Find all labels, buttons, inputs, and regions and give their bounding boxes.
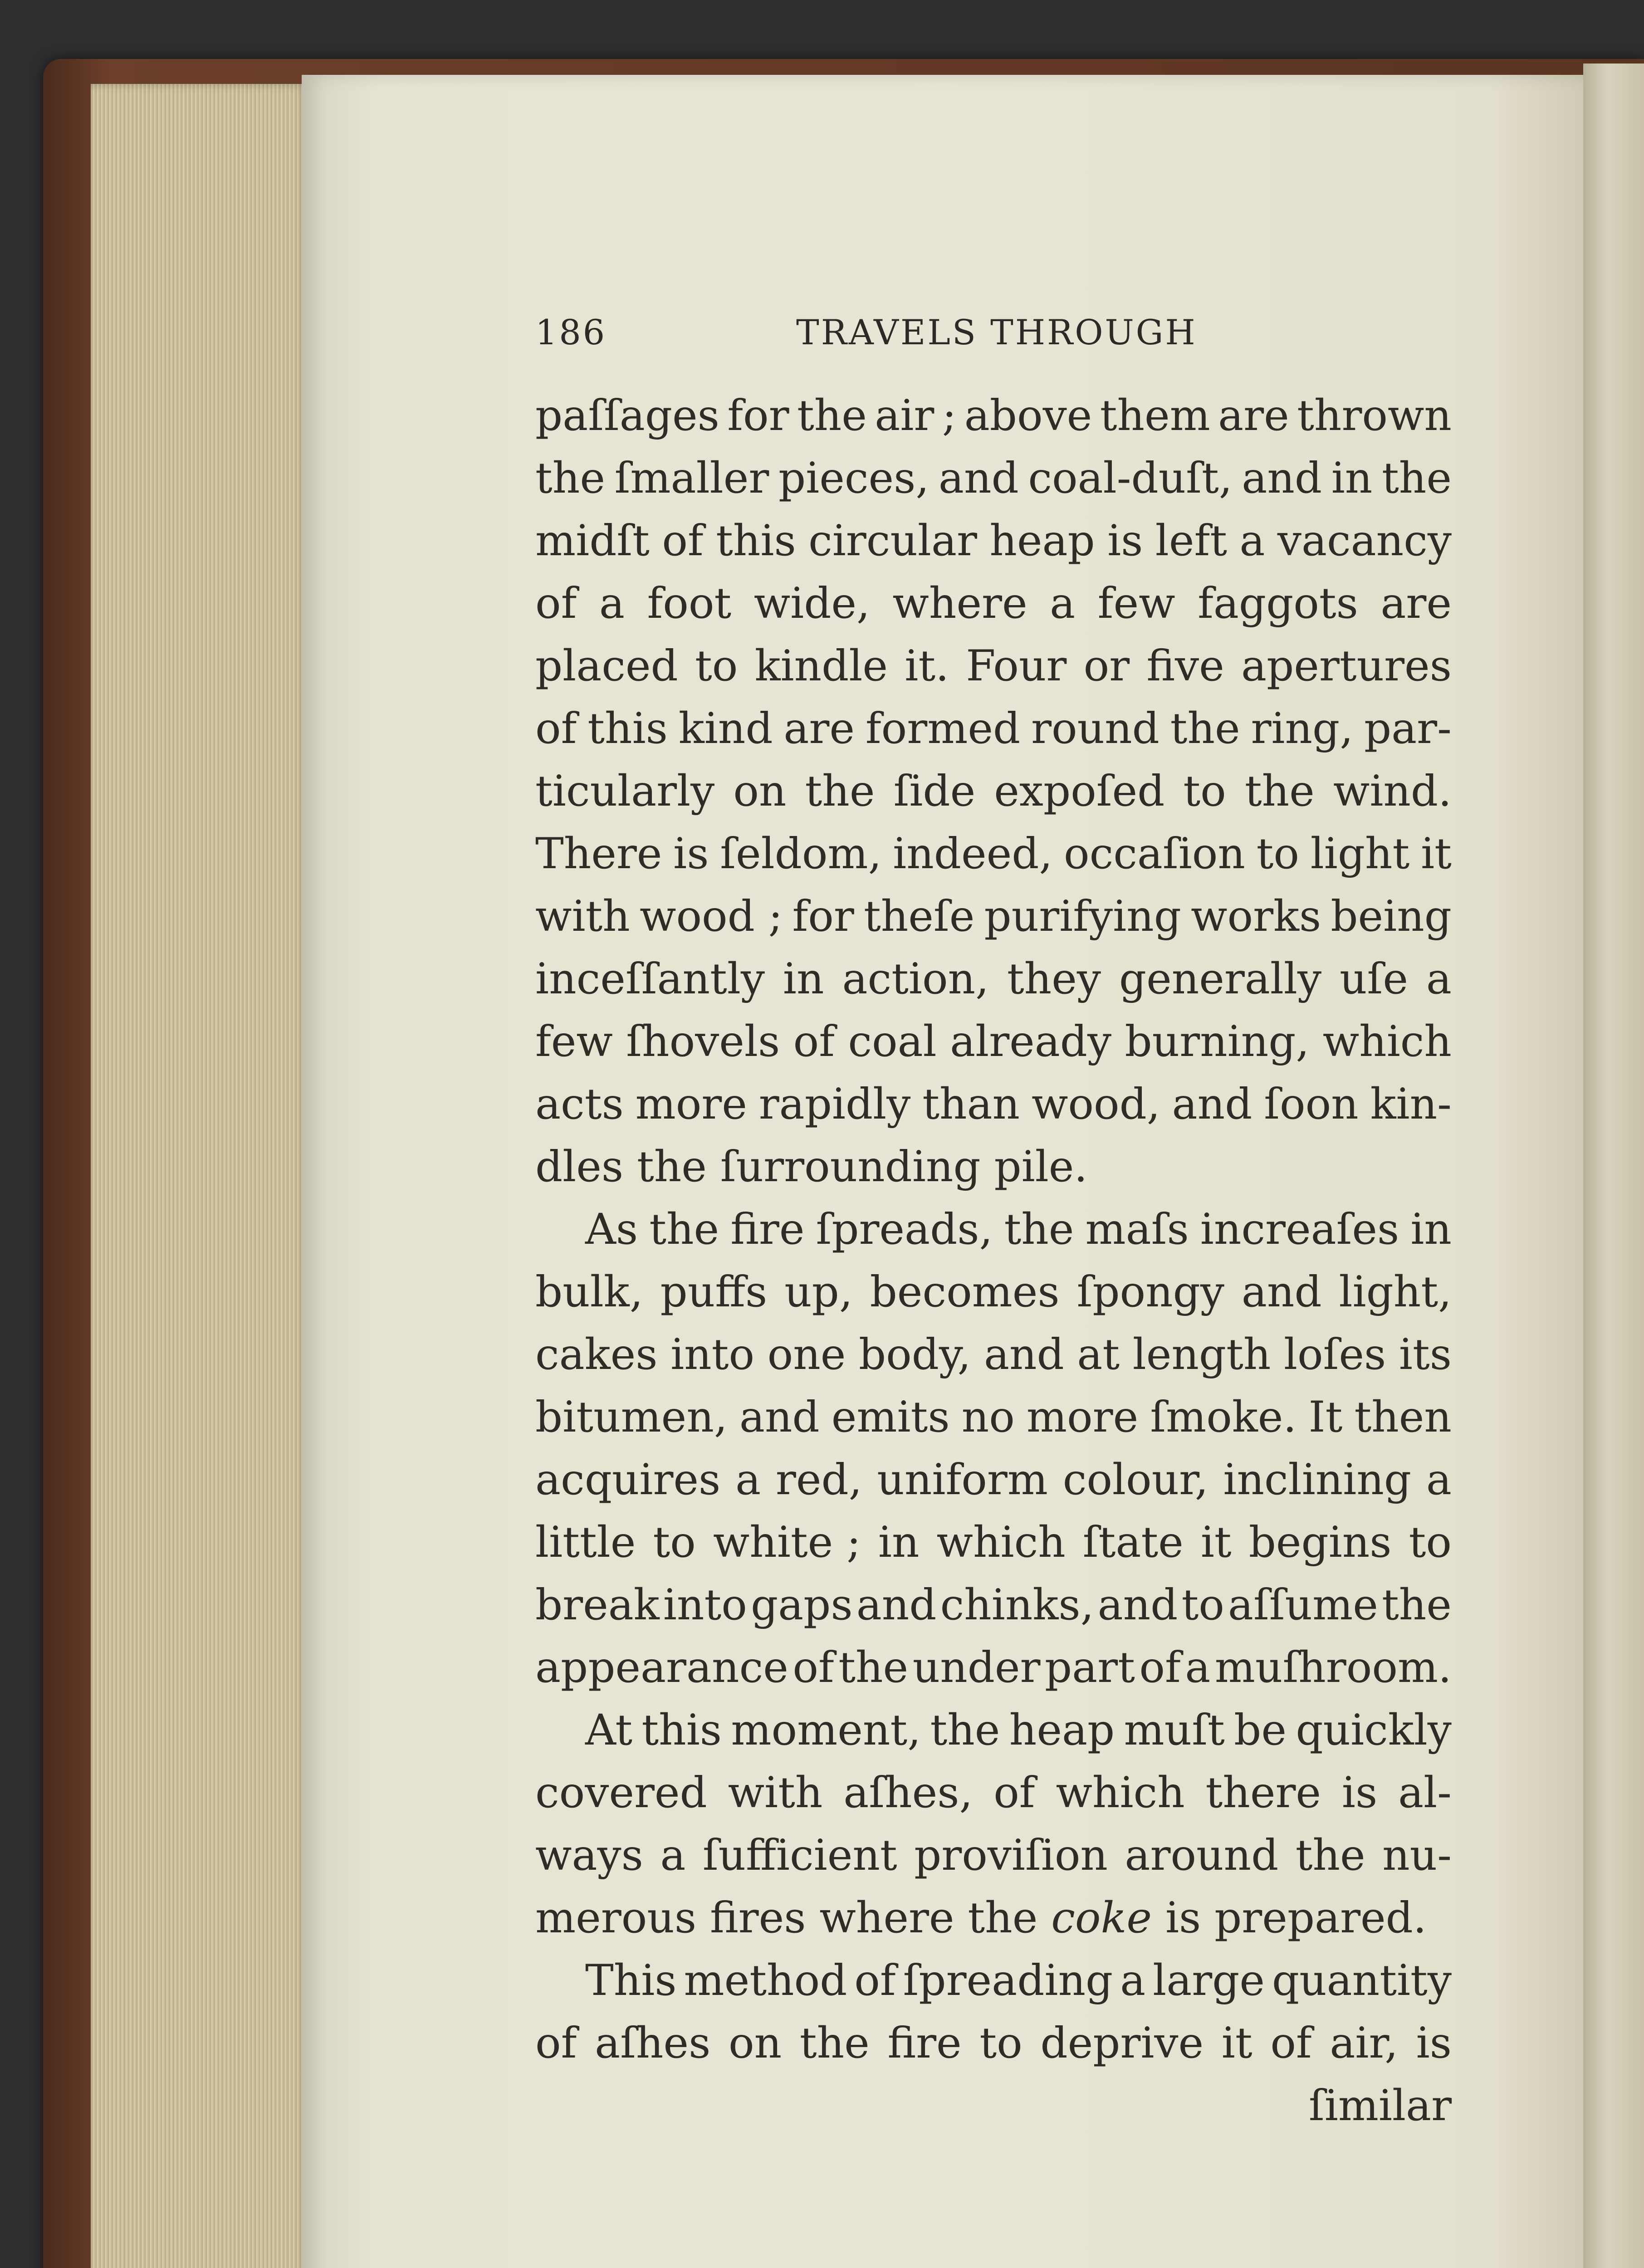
word: ſimilar [1308,2081,1452,2131]
word: a [735,1455,761,1505]
word: is [673,829,709,879]
word: and [938,454,1019,503]
word: the [649,1205,719,1254]
word: this [587,704,668,753]
text-line [535,698,1452,760]
word: faggots [1198,579,1358,628]
word: kindle [754,641,888,691]
word: uniform [877,1455,1048,1505]
word: and [983,1330,1064,1379]
facing-page-edge [1583,64,1644,2268]
word: moment, [731,1706,921,1755]
word: placed [535,641,678,691]
word: and [1097,1580,1178,1630]
word: expoſed [994,767,1165,816]
word: red, [775,1455,862,1505]
word: they [1007,954,1101,1004]
word: this [716,516,796,566]
page-header [535,312,1461,362]
word: of [854,1956,896,2005]
word: more [1026,1393,1139,1442]
text-line [535,1386,1452,1449]
word: becomes [870,1267,1060,1317]
word: and [1241,1267,1322,1317]
word: heap [1009,1706,1115,1755]
word: than [922,1080,1020,1129]
word: length [1132,1330,1271,1379]
word: quantity [1272,1956,1452,2005]
word: to [979,2019,1023,2068]
word: generally [1119,954,1322,1004]
word: ſpreads, [816,1205,993,1254]
word: ſtate [1082,1518,1184,1567]
word: few [1097,579,1175,628]
word: few [535,1017,613,1066]
word: or [1083,641,1130,691]
word: its [1399,1330,1452,1379]
word: wood ; [639,892,783,941]
word: colour, [1062,1455,1209,1505]
word: of [1139,1643,1181,1692]
text-line [535,572,1452,635]
word: the [1295,1831,1365,1880]
word: of [535,2019,577,2068]
word: cakes [535,1330,658,1379]
word: which [1322,1017,1452,1066]
word: to [1256,829,1299,879]
word: the [535,454,605,503]
word: ticularly [535,767,715,816]
word: which [1056,1768,1185,1818]
word: around [1125,1831,1279,1880]
word: kind [678,704,773,753]
word: which [936,1518,1066,1567]
text-line [535,1198,1452,1261]
word: loſes [1283,1330,1386,1379]
word: with [535,892,630,941]
text-line [535,510,1452,572]
word: appearance [535,1643,788,1692]
word: to [1181,1580,1224,1630]
word: the [1170,704,1240,753]
word: circular [808,516,977,566]
word: maſs [1085,1205,1189,1254]
text-line [535,1950,1452,2012]
word: bitumen, [535,1393,728,1442]
word: indeed, [893,829,1053,879]
word: for [727,391,789,440]
word: inclining [1223,1455,1412,1505]
word: gaps [750,1580,853,1630]
text-line [535,1073,1452,1136]
word: and [1242,454,1322,503]
text-line [535,635,1452,698]
word: in [783,954,824,1004]
word: action, [842,954,989,1004]
text-line [535,1261,1452,1324]
word: with [728,1768,823,1818]
word: ſufficient [702,1831,897,1880]
text-line [535,1699,1452,1762]
word: wood, [1031,1080,1160,1129]
word: ways [535,1831,643,1880]
word: break [535,1580,660,1630]
word: quickly [1296,1706,1452,1755]
word: to [1183,767,1226,816]
text-line [535,1887,1452,1950]
word: more [635,1080,747,1129]
word: to [653,1518,696,1567]
word: the [797,391,867,440]
word: of [662,516,704,566]
text-line [535,1136,1452,1198]
running-title: TRAVELS THROUGH [796,312,1197,352]
word: air [875,391,935,440]
text-line [535,447,1452,510]
word: rapidly [758,1080,911,1129]
word: deprive [1040,2019,1204,2068]
word: ſpreading [903,1956,1113,2005]
text-line [535,1511,1452,1574]
word: As [585,1205,638,1254]
word: there [1205,1768,1321,1818]
word: a [1050,579,1076,628]
word: This [585,1956,677,2005]
word: There [535,829,662,879]
word: ; [942,391,957,440]
word: already [950,1017,1112,1066]
body-text [535,385,1452,2137]
word: works [1191,892,1321,941]
word: of [535,579,577,628]
word: bulk, [535,1267,643,1317]
word: above [964,391,1092,440]
word: the [930,1706,1000,1755]
word: increaſes [1200,1205,1399,1254]
word: are [1218,391,1289,440]
word: is [1416,2019,1452,2068]
word: to [695,641,738,691]
word: ring, [1251,704,1354,753]
word: a [660,1831,686,1880]
word: body, [858,1330,971,1379]
word: ſmoke. [1150,1393,1297,1442]
word: coke [1051,1893,1152,1943]
word: vacancy [1277,516,1452,566]
word: fire [730,1205,805,1254]
word: is [1107,516,1143,566]
word: al- [1398,1768,1452,1818]
word: method [684,1956,847,2005]
word: ſeldom, [720,829,882,879]
word: where [892,579,1028,628]
text-line [535,385,1452,447]
word: white ; [713,1518,861,1567]
word: it [1421,829,1452,879]
word: light, [1339,1267,1452,1317]
word: wide, [754,579,870,628]
word: air, [1330,2019,1398,2068]
word: no [961,1393,1015,1442]
word: the [805,767,875,816]
word: the [799,2019,870,2068]
word: the [1382,454,1452,503]
word: heap [989,516,1095,566]
word: ſide [893,767,976,816]
word: on [728,2019,782,2068]
word: in [878,1518,920,1567]
word: this [641,1706,722,1755]
word: paſſages [535,391,719,440]
word: a [1185,1643,1211,1692]
word: it [1221,2019,1253,2068]
text-line [535,948,1452,1011]
word: are [1380,579,1452,628]
word: fire [887,2019,962,2068]
word: in [1331,454,1373,503]
word: aſſume [1228,1580,1378,1630]
word: for [792,892,854,941]
word: and [739,1393,820,1442]
word: emits [831,1393,950,1442]
word: the [1381,1580,1452,1630]
word: nu- [1382,1831,1452,1880]
word: and [856,1580,937,1630]
word: inceſſantly [535,954,765,1004]
word: the [1004,1205,1074,1254]
word: is [1341,1768,1378,1818]
word: are [783,704,855,753]
word: a [1239,516,1265,566]
word: a [1120,1956,1146,2005]
text-line [535,1324,1452,1386]
word: midſt [535,516,650,566]
page-edges [91,84,308,2268]
text-line [535,885,1452,948]
word: aſhes, [843,1768,973,1818]
word: ſpongy [1076,1267,1224,1317]
word: acquires [535,1455,721,1505]
word: apertures [1241,641,1452,691]
word: occaſion [1063,829,1245,879]
word: large [1153,1956,1265,2005]
word: left [1155,516,1228,566]
word: and [1172,1080,1253,1129]
word: then [1354,1393,1452,1442]
word: of [793,1643,834,1692]
word: At [585,1706,633,1755]
word: into [670,1330,755,1379]
word: the [838,1643,909,1692]
word: one [767,1330,846,1379]
word: a [1426,954,1452,1004]
word: ſmaller [614,454,769,503]
text-line [535,2012,1452,2075]
word: acts [535,1080,624,1129]
word: uſe [1340,954,1408,1004]
word: into [663,1580,747,1630]
word: of [535,704,577,753]
word: of [1270,2019,1312,2068]
word: purifying [984,892,1181,941]
word: par- [1364,704,1452,753]
word: under [912,1643,1041,1692]
page-number: 186 [535,312,607,352]
word: a [1426,1455,1452,1505]
word: five [1146,641,1224,691]
word: on [733,767,787,816]
word: foot [647,579,732,628]
word: merous fires where the [535,1893,1052,1943]
word: light [1310,829,1410,879]
word: of [993,1768,1035,1818]
word: pieces, [778,454,930,503]
text-line [535,1824,1452,1887]
word: up, [784,1267,853,1317]
word: wind. [1333,767,1452,816]
word: a [599,579,625,628]
word: puffs [660,1267,768,1317]
word: being [1331,892,1452,941]
word: Four [966,641,1067,691]
word: part [1044,1643,1135,1692]
word: covered [535,1768,707,1818]
word: muſhroom. [1214,1643,1452,1692]
word: round [1031,704,1160,753]
word: is prepared. [1152,1893,1427,1943]
word: to [1409,1518,1452,1567]
text-line [535,1574,1452,1637]
word: ſhovels [626,1017,780,1066]
text-line [535,2075,1452,2137]
word: them [1100,391,1210,440]
word: coal [848,1017,937,1066]
text-line [535,1637,1452,1699]
word: chinks, [940,1580,1094,1630]
word: begins [1248,1518,1392,1567]
text-line [535,760,1452,823]
word: ſoon [1264,1080,1359,1129]
word: coal-duſt, [1028,454,1233,503]
word: aſhes [595,2019,711,2068]
word: muſt [1124,1706,1225,1755]
word: It [1308,1393,1343,1442]
word: proviſion [914,1831,1108,1880]
word: little [535,1518,636,1567]
word: in [1410,1205,1452,1254]
word: of [793,1017,835,1066]
word: burning, [1125,1017,1310,1066]
text-line [535,823,1452,885]
text-line [535,1762,1452,1824]
word: dles the ſurrounding pile. [535,1142,1088,1192]
word: thrown [1297,391,1452,440]
word: it [1200,1518,1232,1567]
word: kin- [1370,1080,1452,1129]
word: the [1244,767,1315,816]
word: formed [865,704,1021,753]
word: be [1234,1706,1287,1755]
text-line [535,1011,1452,1073]
word: it. [905,641,949,691]
word: at [1077,1330,1120,1379]
word: theſe [863,892,975,941]
text-line [535,1449,1452,1511]
